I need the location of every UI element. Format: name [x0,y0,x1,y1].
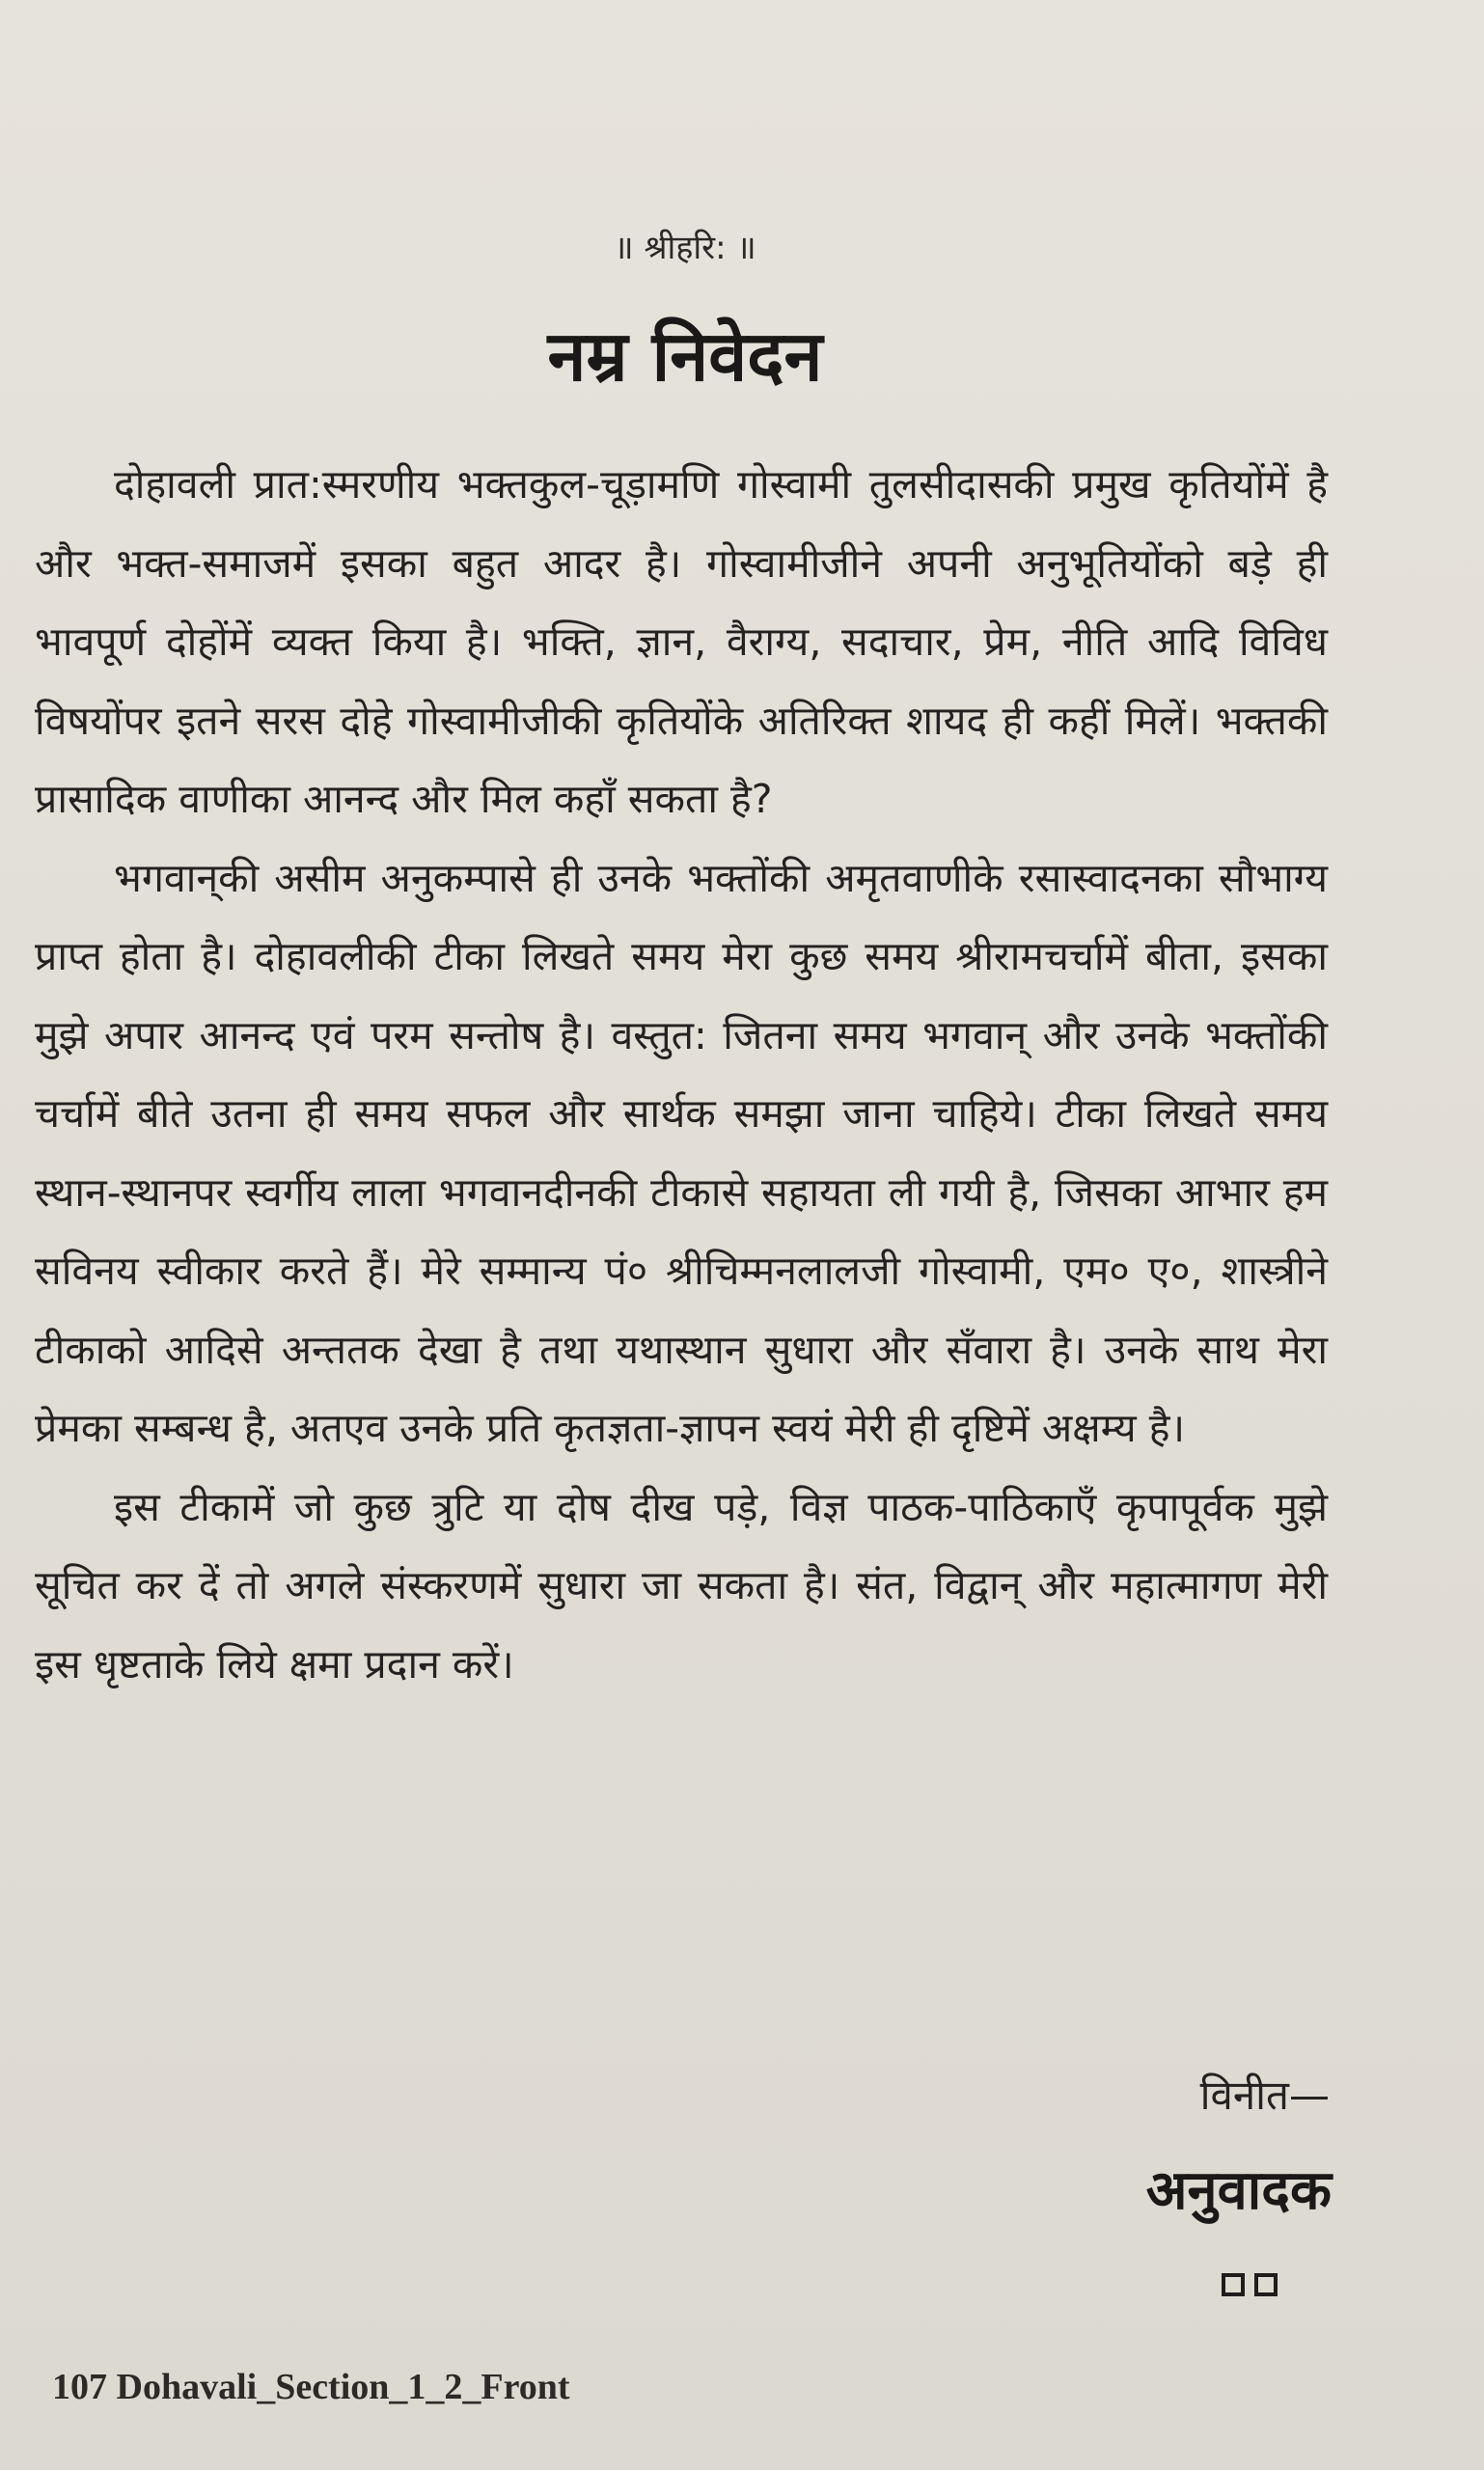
signature-vinit: विनीत— [1199,2072,1330,2119]
footer-print-label: 107 Dohavali_Section_1_2_Front [52,2367,570,2407]
paragraph-3: इस टीकामें जो कुछ त्रुटि या दोष दीख पड़े, विज्ञ पाठक-पाठिकाएँ कृपापूर्वक मुझे सूचित कर दें तो अगले संस्करणमें सुधारा जा सकता है। संत, विद्वान् और महात्मागण मेरी इस धृष्टताके लिये क्षमा प्रदान करें। [35,1483,1328,1688]
end-square-icon [1222,2273,1245,2296]
end-square-icon [1254,2273,1278,2296]
invocation-line: ॥ श्रीहरि: ॥ [614,229,756,267]
page-title: नम्र निवेदन [547,316,823,397]
end-mark [1222,2273,1278,2296]
body-text [35,446,1328,1704]
signature-name: अनुवादक [1145,2159,1332,2222]
paragraph-2: भगवान्‌की असीम अनुकम्पासे ही उनके भक्तोंकी अमृतवाणीके रसास्वादनका सौभाग्य प्राप्त होता है। दोहावलीकी टीका लिखते समय मेरा कुछ समय श्रीरामचर्चामें बीता, इसका मुझे अपार आनन्द एवं परम सन्तोष है। वस्तुत: जितना समय भगवान् और उनके भक्तोंकी चर्चामें बीते उतना ही समय सफल और सार्थक समझा जाना चाहिये। टीका लिखते समय स्थान-स्थानपर स्वर्गीय लाला भगवानदीनकी टीकासे सहायता ली गयी है, जिसका आभार हम सविनय स्वीकार करते हैं। मेरे सम्मान्य पं० श्रीचिम्मनलालजी गोस्वामी, एम० ए०, शास्त्रीने टीकाको आदिसे अन्ततक देखा है तथा यथास्थान सुधारा और सँवारा है। उनके साथ मेरा प्रेमका सम्बन्ध है, अतएव उनके प्रति कृतज्ञता-ज्ञापन स्वयं मेरी ही दृष्टिमें अक्षम्य है। [35,854,1328,1451]
paragraph-1: दोहावली प्रात:स्मरणीय भक्तकुल-चूड़ामणि गोस्वामी तुलसीदासकी प्रमुख कृतियोंमें है और भक्त-समाजमें इसका बहुत आदर है। गोस्वामीजीने अपनी अनुभूतियोंको बड़े ही भावपूर्ण दोहोंमें व्यक्त किया है। भक्ति, ज्ञान, वैराग्य, सदाचार, प्रेम, नीति आदि विविध विषयोंपर इतने सरस दोहे गोस्वामीजीकी कृतियोंके अतिरिक्त शायद ही कहीं मिलें। भक्तकी प्रासादिक वाणीका आनन्द और मिल कहाँ सकता है? [35,461,1328,822]
